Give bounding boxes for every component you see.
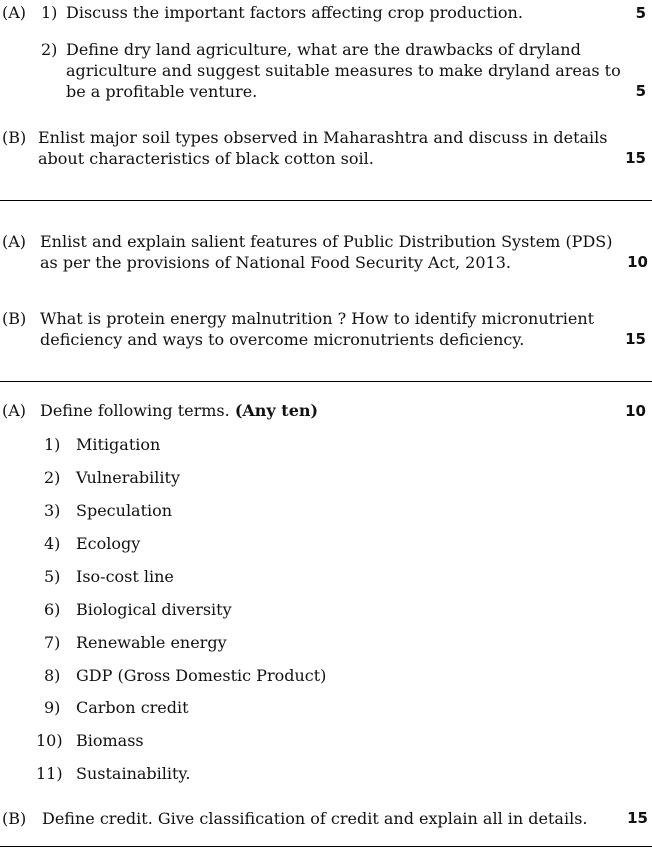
- term-number: 1): [44, 435, 61, 454]
- question-text-line: as per the provisions of National Food Security Act, 2013.: [40, 253, 511, 272]
- question-label-a: (A): [2, 232, 27, 251]
- question-text-line: Define dry land agriculture, what are the drawbacks of dryland: [66, 40, 581, 59]
- any-ten-note: (Any ten): [234, 401, 319, 420]
- term-text: Biological diversity: [76, 600, 232, 619]
- sub-question-number: 2): [41, 40, 58, 59]
- sub-question-number: 1): [41, 3, 58, 22]
- term-text: Carbon credit: [76, 698, 189, 717]
- term-number: 2): [44, 468, 61, 487]
- term-text: Sustainability.: [76, 764, 191, 783]
- question-text-line: agriculture and suggest suitable measures to make dryland areas to: [66, 61, 621, 80]
- marks: 5: [635, 82, 646, 100]
- term-number: 3): [44, 501, 61, 520]
- term-text: Renewable energy: [76, 633, 227, 652]
- term-text: Ecology: [76, 534, 141, 553]
- term-number: 8): [44, 666, 61, 685]
- term-number: 5): [44, 567, 61, 586]
- question-label-a: (A): [2, 401, 27, 420]
- marks: 15: [627, 809, 648, 827]
- marks: 10: [625, 402, 646, 420]
- term-number: 11): [36, 764, 63, 783]
- question-label-b: (B): [2, 309, 27, 328]
- term-text: Vulnerability: [76, 468, 180, 487]
- question-text: Discuss the important factors affecting crop production.: [66, 3, 523, 22]
- term-number: 6): [44, 600, 61, 619]
- marks: 15: [625, 149, 646, 167]
- question-text-line: deficiency and ways to overcome micronutrients deficiency.: [40, 330, 525, 349]
- question-text-line: What is protein energy malnutrition ? How to identify micronutrient: [40, 309, 595, 328]
- question-label-b: (B): [2, 809, 27, 828]
- marks: 15: [625, 330, 646, 348]
- question-text: Define following terms.: [40, 401, 230, 420]
- term-text: Mitigation: [76, 435, 161, 454]
- question-label-b: (B): [2, 128, 27, 147]
- marks: 10: [627, 253, 648, 271]
- question-text: Define credit. Give classification of credit and explain all in details.: [42, 809, 588, 828]
- term-number: 7): [44, 633, 61, 652]
- question-heading: [40, 401, 318, 420]
- term-text: Biomass: [76, 731, 144, 750]
- question-text-line: about characteristics of black cotton soil.: [38, 149, 374, 168]
- term-number: 4): [44, 534, 61, 553]
- question-text-line: Enlist and explain salient features of Public Distribution System (PDS): [40, 232, 613, 251]
- term-number: 10): [36, 731, 63, 750]
- section-divider: [0, 846, 652, 847]
- question-text-line: be a profitable venture.: [66, 82, 258, 101]
- question-text-line: Enlist major soil types observed in Maharashtra and discuss in details: [38, 128, 608, 147]
- question-label-a: (A): [2, 3, 27, 22]
- term-text: GDP (Gross Domestic Product): [76, 666, 327, 685]
- section-divider: [0, 381, 652, 382]
- section-divider: [0, 200, 652, 201]
- term-number: 9): [44, 698, 61, 717]
- marks: 5: [635, 4, 646, 22]
- term-text: Speculation: [76, 501, 173, 520]
- term-text: Iso-cost line: [76, 567, 174, 586]
